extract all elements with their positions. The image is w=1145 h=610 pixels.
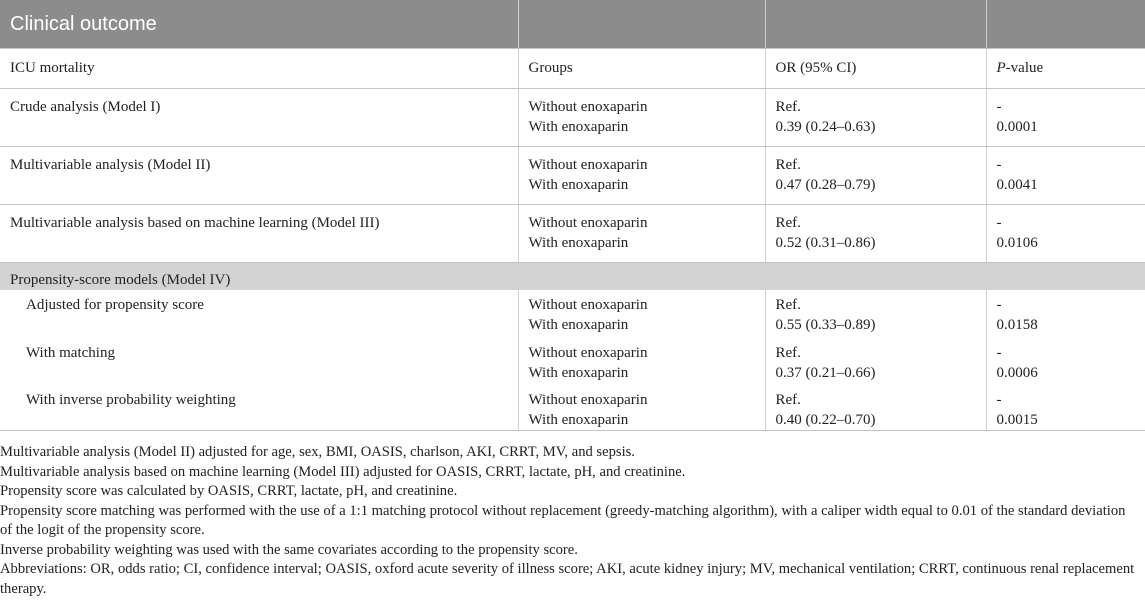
footnote: Multivariable analysis based on machine learning (Model III) adjusted for OASIS, CRRT, lactate, pH, and creatinine. (0, 463, 686, 480)
footnote: Propensity score matching was performed with the use of a 1:1 matching protocol without replacement (greedy-matching algorithm), with a caliper width equal to 0.01 of the standard deviation of the logit of the propensity score. (0, 502, 1126, 538)
table-footnotes (0, 443, 1140, 599)
p-value-cell: - 0.0041 (986, 146, 1145, 204)
p-value-cell: - 0.0158 (986, 290, 1145, 336)
or-cell: Ref. 0.55 (0.33–0.89) (765, 290, 986, 336)
column-header-or: OR (95% CI) (765, 48, 986, 88)
table-title-row (0, 0, 1145, 48)
table-row (0, 383, 1145, 431)
groups-cell: Without enoxaparin With enoxaparin (518, 383, 765, 431)
footnote: Multivariable analysis (Model II) adjusted for age, sex, BMI, OASIS, charlson, AKI, CRRT, MV, and sepsis. (0, 444, 635, 460)
or-cell: Ref. 0.52 (0.31–0.86) (765, 204, 986, 262)
groups-cell: Without enoxaparin With enoxaparin (518, 290, 765, 336)
row-label: Multivariable analysis (Model II) (0, 146, 518, 204)
groups-cell: Without enoxaparin With enoxaparin (518, 336, 765, 383)
footnote: Inverse probability weighting was used with the same covariates according to the propensity score. (0, 541, 578, 558)
section-label: Propensity-score models (Model IV) (0, 262, 518, 290)
groups-cell: Without enoxaparin With enoxaparin (518, 88, 765, 146)
table-row (0, 336, 1145, 383)
or-cell: Ref. 0.47 (0.28–0.79) (765, 146, 986, 204)
or-cell: Ref. 0.37 (0.21–0.66) (765, 336, 986, 383)
or-cell: Ref. 0.39 (0.24–0.63) (765, 88, 986, 146)
column-header-groups: Groups (518, 48, 765, 88)
p-value-cell: - 0.0006 (986, 336, 1145, 383)
row-label: With inverse probability weighting (0, 383, 518, 431)
section-row (0, 262, 1145, 290)
p-value-cell: - 0.0015 (986, 383, 1145, 431)
table-row (0, 88, 1145, 146)
footnote: Propensity score was calculated by OASIS, CRRT, lactate, pH, and creatinine. (0, 483, 458, 499)
groups-cell: Without enoxaparin With enoxaparin (518, 146, 765, 204)
column-header-row (0, 48, 1145, 88)
or-cell: Ref. 0.40 (0.22–0.70) (765, 383, 986, 431)
table-title: Clinical outcome (0, 0, 518, 48)
p-value-cell: - 0.0106 (986, 204, 1145, 262)
column-header-p-value: P-value (986, 48, 1145, 88)
column-header-outcome: ICU mortality (0, 48, 518, 88)
row-label: Adjusted for propensity score (0, 290, 518, 336)
footnote: Abbreviations: OR, odds ratio; CI, confidence interval; OASIS, oxford acute severity of illness score; AKI, acute kidney injury; MV, mechanical ventilation; CRRT, continuous renal replacement therapy. (0, 561, 1135, 597)
groups-cell: Without enoxaparin With enoxaparin (518, 204, 765, 262)
p-value-cell: - 0.0001 (986, 88, 1145, 146)
table-row (0, 204, 1145, 262)
row-label: Multivariable analysis based on machine learning (Model III) (0, 204, 518, 262)
row-label: With matching (0, 336, 518, 383)
table-row (0, 146, 1145, 204)
row-label: Crude analysis (Model I) (0, 88, 518, 146)
table-row (0, 290, 1145, 336)
